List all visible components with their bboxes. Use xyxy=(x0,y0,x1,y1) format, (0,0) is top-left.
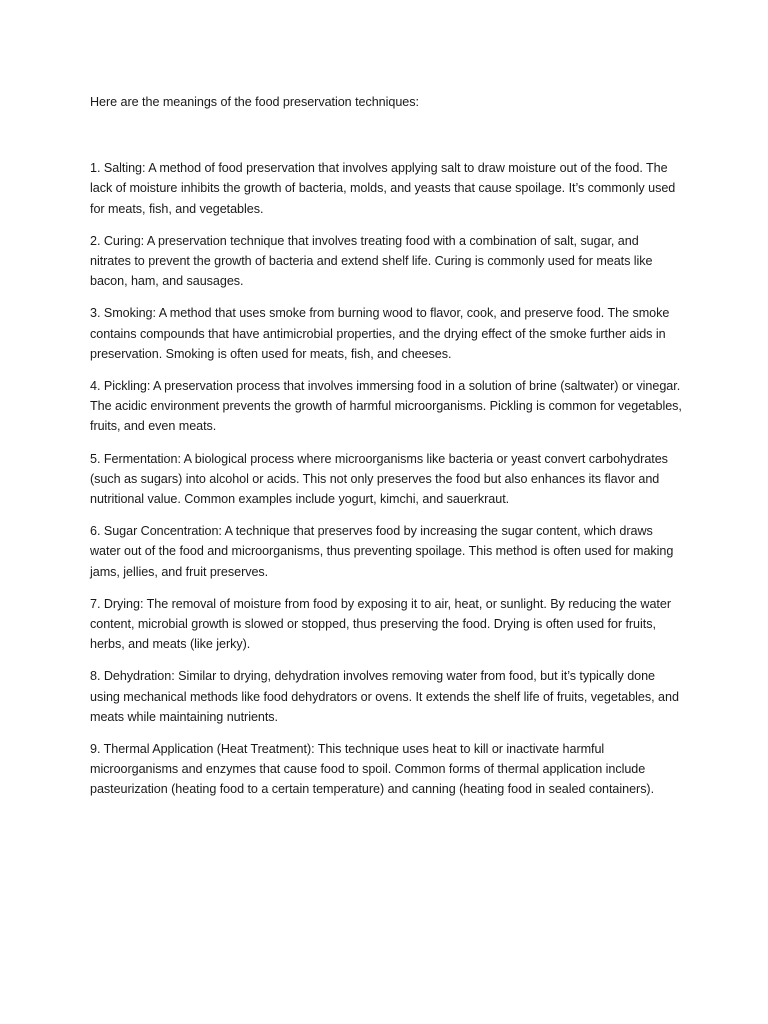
intro-paragraph: Here are the meanings of the food preservation techniques: xyxy=(90,95,419,109)
document-body xyxy=(90,92,682,812)
curing-paragraph: 2. Curing: A preservation technique that involves treating food with a combination of salt, sugar, and nitrates to prevent the growth of bacteria and extend shelf life. Curing is commonly used for meats like bacon, ham, and sausages. xyxy=(90,233,653,289)
thermal-application-paragraph: 9. Thermal Application (Heat Treatment): This technique uses heat to kill or inactivate harmful microorganisms and enzymes that cause food to spoil. Common forms of thermal application include pasteurization (heating food to a certain temperature) and canning (heating food in sealed containers). xyxy=(90,742,655,797)
salting-paragraph: 1. Salting: A method of food preservation that involves applying salt to draw moisture out of the food. The lack of moisture inhibits the growth of bacteria, molds, and yeasts that cause spoilage. It’s commonly used for meats, fish, and vegetables. xyxy=(90,161,676,216)
smoking-paragraph: 3. Smoking: A method that uses smoke from burning wood to flavor, cook, and preserve food. The smoke contains compounds that have antimicrobial properties, and the drying effect of the smoke further aids in preservation. Smoking is often used for meats, fish, and cheeses. xyxy=(90,306,670,361)
sugar-concentration-paragraph: 6. Sugar Concentration: A technique that preserves food by increasing the sugar content, which draws water out of the food and microorganisms, thus preventing spoilage. This method is often used for making jams, jellies, and fruit preserves. xyxy=(90,524,674,579)
dehydration-paragraph: 8. Dehydration: Similar to drying, dehydration involves removing water from food, but it’s typically done using mechanical methods like food dehydrators or ovens. It extends the shelf life of fruits, vegetables, and meats while maintaining nutrients. xyxy=(90,669,679,724)
drying-paragraph: 7. Drying: The removal of moisture from food by exposing it to air, heat, or sunlight. By reducing the water content, microbial growth is slowed or stopped, thus preserving the food. Drying is often used for fruits, herbs, and meats (like jerky). xyxy=(90,596,671,652)
fermentation-paragraph: 5. Fermentation: A biological process where microorganisms like bacteria or yeast convert carbohydrates (such as sugars) into alcohol or acids. This not only preserves the food but also enhances its flavor and nutritional value. Common examples include yogurt, kimchi, and sauerkraut. xyxy=(90,451,668,507)
pickling-paragraph: 4. Pickling: A preservation process that involves immersing food in a solution of brine (saltwater) or vinegar. The acidic environment prevents the growth of harmful microorganisms. Pickling is common for vegetables, fruits, and even meats. xyxy=(90,379,682,434)
